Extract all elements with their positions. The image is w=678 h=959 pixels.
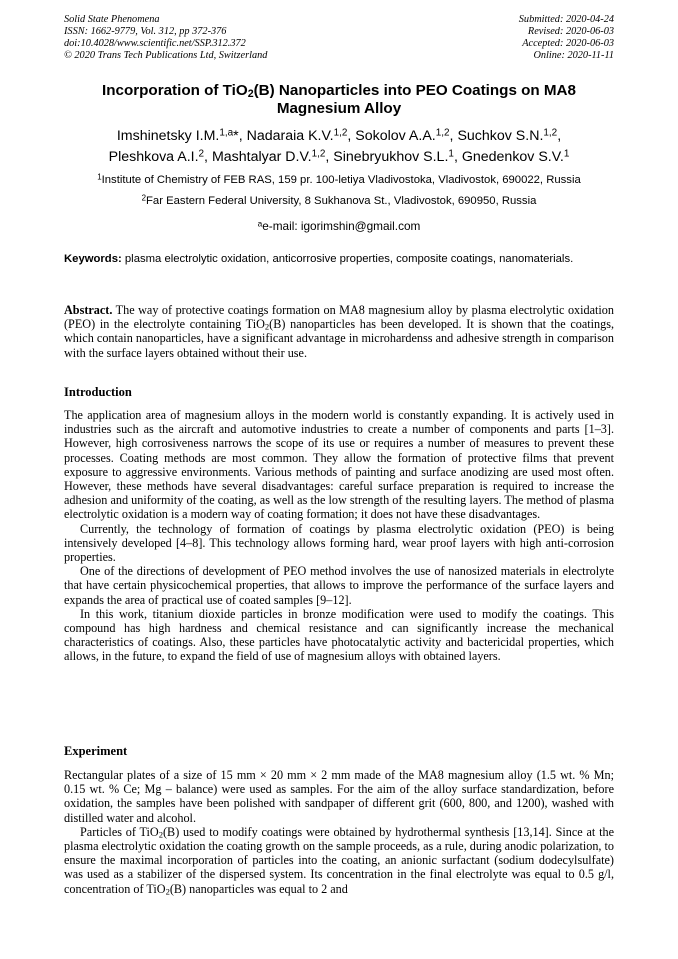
author: Imshinetsky I.M.$^{1,a}$*,	[116, 127, 247, 144]
author-list	[50, 126, 628, 168]
section-heading: Introduction	[64, 385, 132, 399]
author: Mashtalyar D.V.$^{1,2}$,	[211, 148, 334, 165]
journal-name: Solid State Phenomena	[64, 14, 160, 25]
author: Sokolov A.A.$^{1,2}$,	[355, 127, 458, 144]
introduction-body	[64, 408, 614, 664]
copyright: © 2020 Trans Tech Publications Ltd, Switzerland	[64, 50, 268, 61]
revised-date: Revised: 2020-06-03	[527, 26, 614, 37]
paragraph: In this work, titanium dioxide particles in bronze modification were used to modify the coatings. This compound has high hardness and chemical resistance and can significantly increase the mechanical characteristics of coatings. Also, these particles have photocatalytic activity and bactericidal properties, which allows, in the future, to expand the field of use of magnesium alloys with obtained layers.	[64, 606, 614, 664]
author: Gnedenkov S.V.$^1$	[461, 148, 570, 165]
abstract-label: Abstract.	[64, 303, 113, 317]
paragraph: Particles of TiO$_2$(B) used to modify coatings were obtained by hydrothermal synthesis [13,14]. Since at the plasma electrolytic oxidation the coating growth on the sample proceeds, as a rule, during anodic polarization, to ensure the maximal incorporation of particles into the coating, an anionic surfactant (sodium dodecylsulfate) was used as a stabilizer of the dispersed system. Its concentration in the final electrolyte was equal to 0.5 g/l, concentration of TiO$_2$(B) nanoparticles was equal to 2 and	[64, 824, 614, 897]
submitted-date: Submitted: 2020-04-24	[518, 14, 614, 25]
accepted-date: Accepted: 2020-06-03	[522, 38, 614, 49]
affiliation: $^2$Far Eastern Federal University, 8 Sukhanova St., Vladivostok, 690950, Russia	[141, 193, 537, 207]
issn: ISSN: 1662-9779, Vol. 312, pp 372-376	[64, 26, 227, 37]
paper-title	[64, 82, 614, 118]
author: Sinebryukhov S.L.$^1$,	[333, 148, 462, 165]
journal-header-right	[519, 14, 614, 62]
author: Nadaraia K.V.$^{1,2}$,	[246, 127, 356, 144]
paragraph: The application area of magnesium alloys in the modern world is constantly expanding. It is actively used in industries such as the aircraft and automotive industries to create a number of components and parts [1–3]. However, high corrosiveness narrows the scope of its use or requires a number of measures to prevent these processes. Coating methods are most common. They allow the formation of protective films that prevent exposure to aggressive environments. Various methods of painting and surface anodizing are used most often. However, these methods have several disadvantages: careful surface preparation is required to increase the adhesion and uniformity of the coating, as well as the low strength of the resulting layers. The method of plasma electrolytic oxidation is a modern way of coating formation; it does not have these disadvantages.	[64, 408, 614, 522]
abstract: Abstract. The way of protective coatings formation on MA8 magnesium alloy by plasma electrolytic oxidation (PEO) in the electrolyte containing TiO$_2$(B) nanoparticles has been developed. It is shown that the coatings, which contain nanoparticles, have a significant advantage in microhardenss and adhesive strength in comparison with the surface layers obtained without their use.	[64, 303, 615, 360]
affiliation: $^1$Institute of Chemistry of FEB RAS, 159 pr. 100-letiya Vladivostoka, Vladivostok, 690022, Russia	[97, 172, 581, 186]
email: $^a$e-mail: igorimshin@gmail.com	[257, 219, 421, 233]
keywords-text: plasma electrolytic oxidation, anticorrosive properties, composite coatings, nanomaterials.	[121, 253, 574, 265]
author: Suchkov S.N.$^{1,2}$,	[457, 127, 562, 144]
journal-header-left	[64, 14, 267, 62]
keywords	[64, 252, 614, 266]
paragraph: Rectangular plates of a size of 15 mm × 20 mm × 2 mm made of the MA8 magnesium alloy (1.5 wt. % Mn; 0.15 wt. % Ce; Mg – balance) were used as samples. For the aim of the alloy surface standardization, before oxidation, the samples have been polished with sandpaper of different grit (600, 800, and 1200), washed with distilled water and alcohol.	[64, 768, 614, 825]
online-date: Online: 2020-11-11	[533, 50, 614, 61]
title-text-2: (B) Nanoparticles into PEO Coatings on MA8 Magnesium Alloy	[253, 82, 576, 117]
title-subscript: 2	[247, 88, 254, 101]
paragraph: One of the directions of development of PEO method involves the use of nanosized materials in electrolyte that have certain physicochemical properties, that allows to improve the performance of the surface layers and expands the area of practical use of coated samples [9–12].	[64, 564, 614, 607]
author: Pleshkova A.I.$^2$,	[108, 148, 212, 165]
title-text: Incorporation of TiO	[102, 82, 248, 99]
section-heading: Experiment	[64, 744, 128, 758]
experiment-body	[64, 768, 614, 896]
keywords-label: Keywords:	[64, 253, 122, 265]
paragraph: Currently, the technology of formation of coatings by plasma electrolytic oxidation (PEO) is being intensively developed [4–8]. This technology allows forming hard, wear proof layers with high anti-corrosion properties.	[64, 521, 614, 565]
doi: doi:10.4028/www.scientific.net/SSP.312.372	[64, 38, 246, 49]
